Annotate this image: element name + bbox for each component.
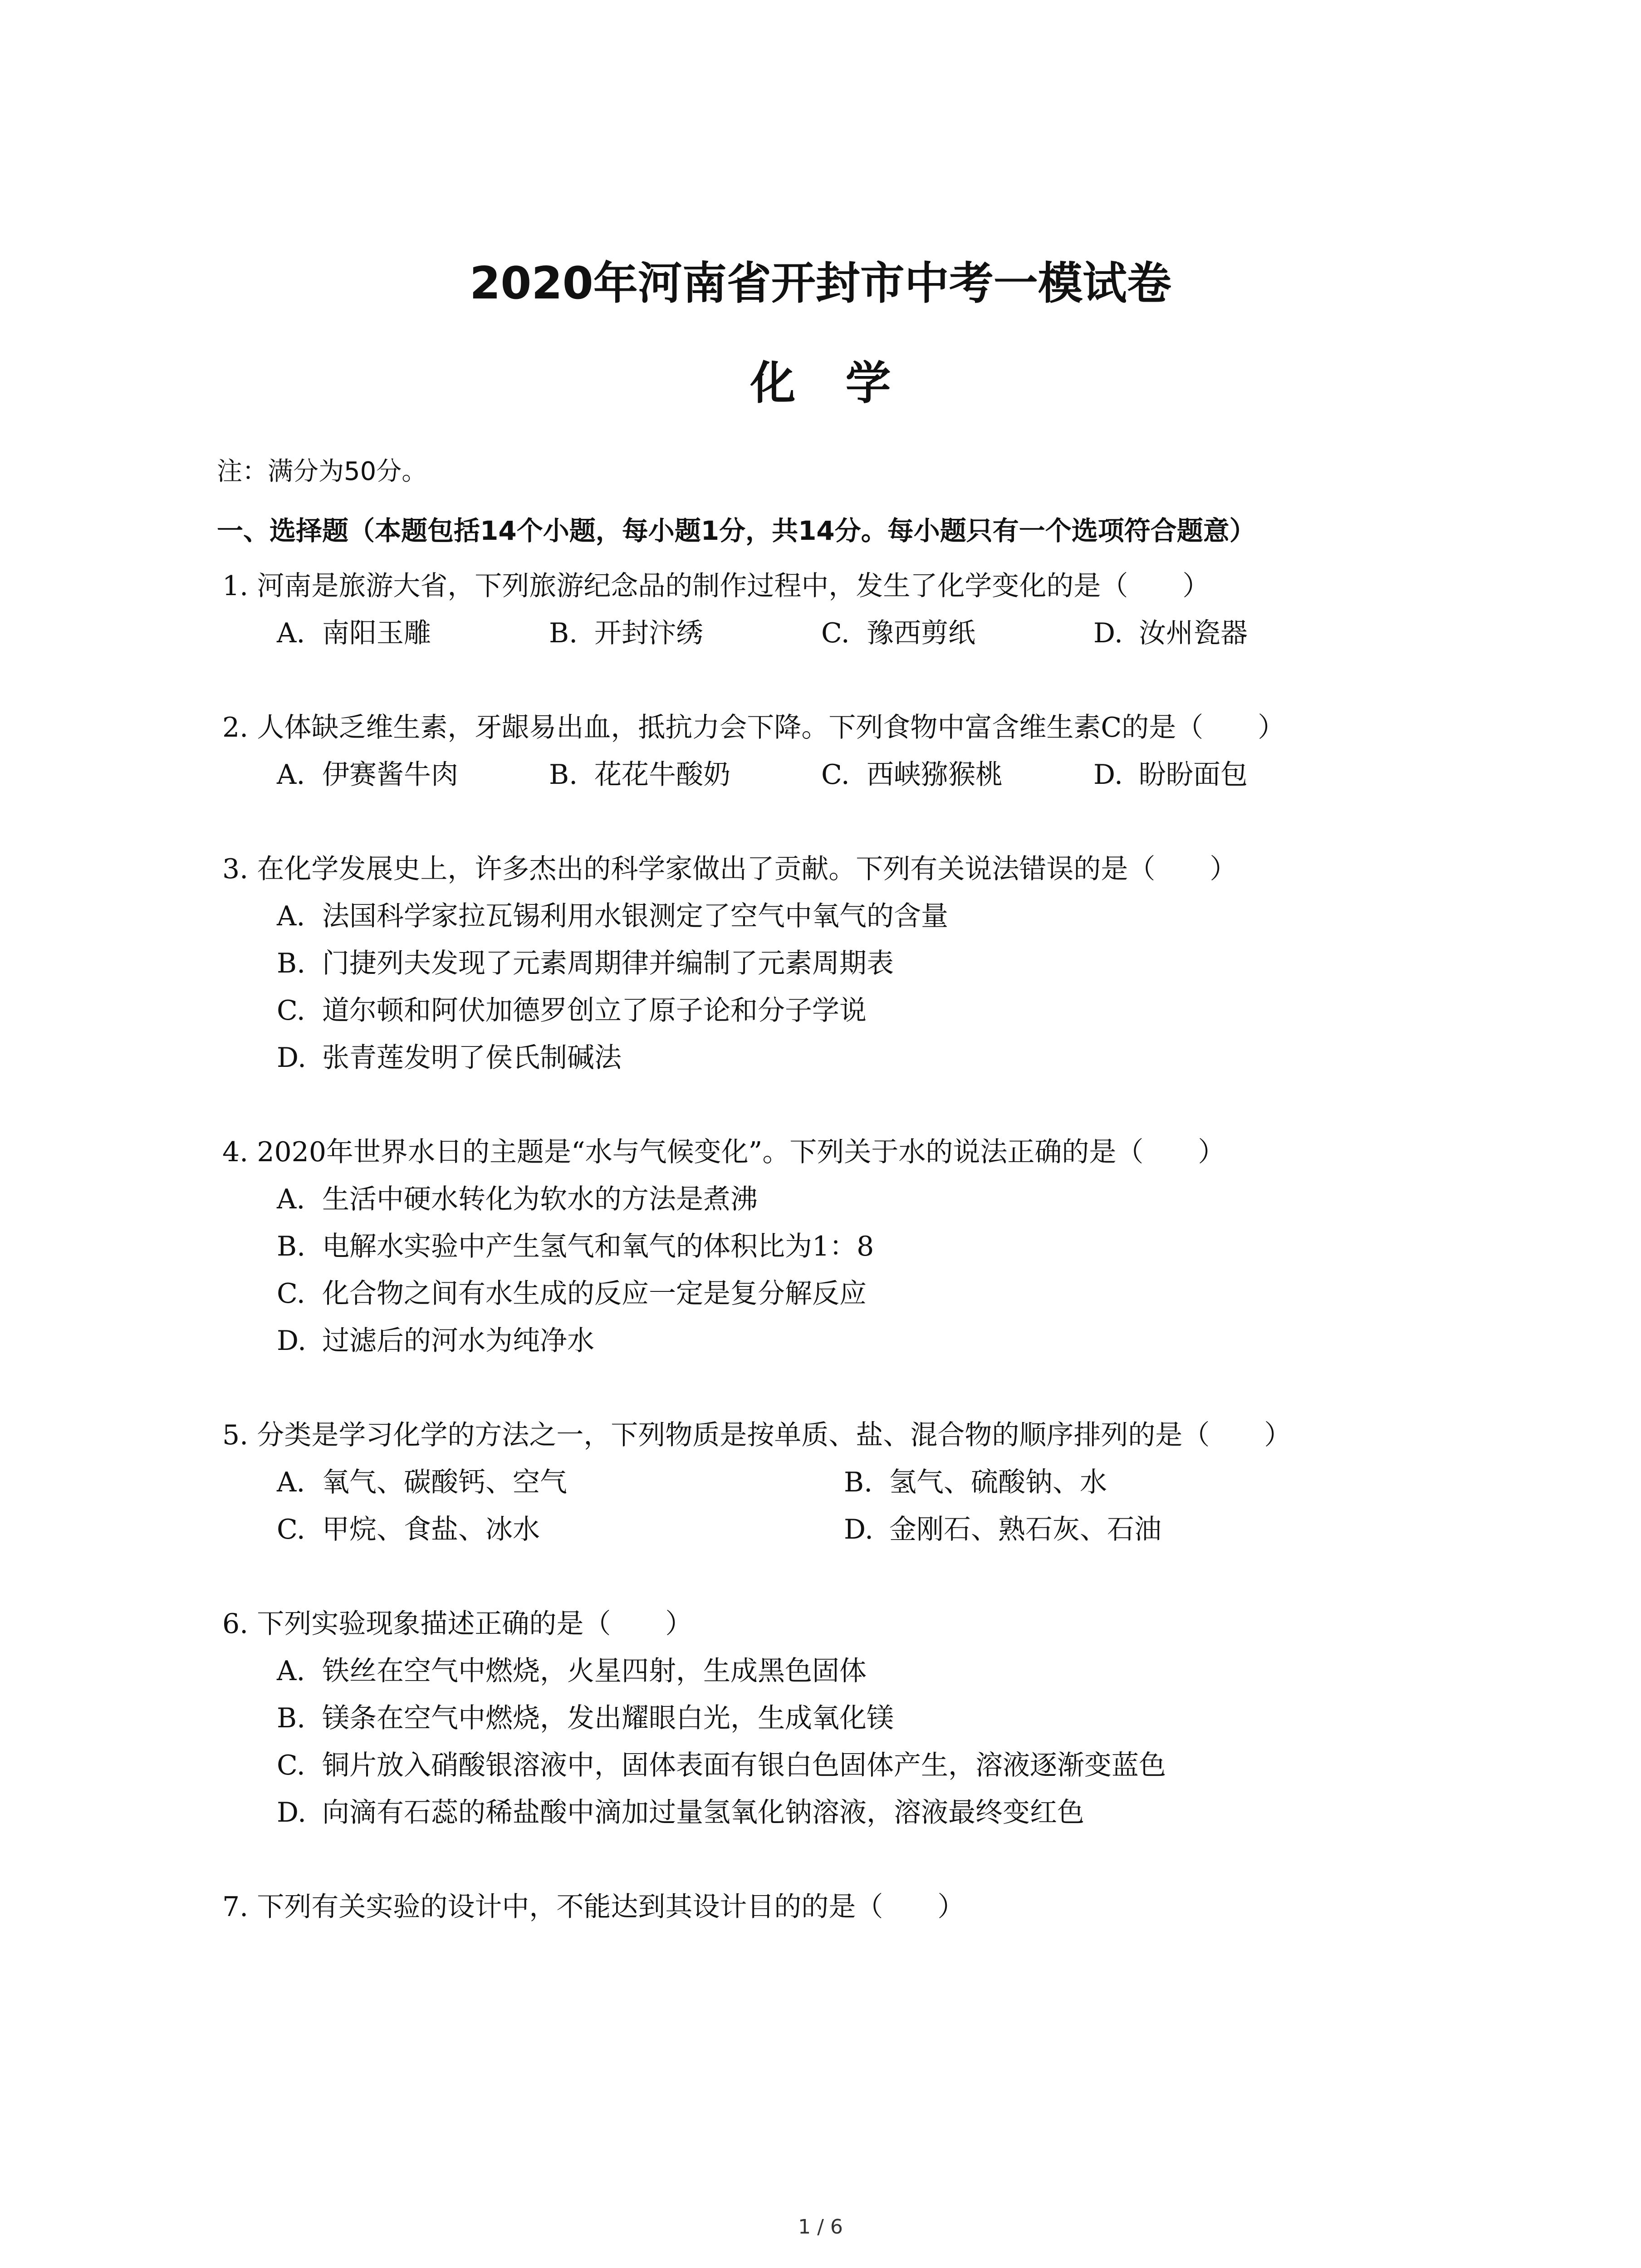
option-letter: C.: [821, 759, 850, 791]
option-c: [222, 1742, 1474, 1789]
option-letter: D.: [1093, 617, 1123, 649]
option-b: [222, 1223, 1474, 1270]
option-c: [222, 1270, 1474, 1317]
options-row: [222, 1459, 1474, 1506]
option-a: [222, 1647, 1474, 1695]
option-d: [222, 1789, 1474, 1836]
section-heading: 一、选择题（本题包括14个小题，每小题1分，共14分。每小题只有一个选项符合题意）: [217, 515, 1256, 546]
question-stem: 3. 在化学发展史上，许多杰出的科学家做出了贡献。下列有关说法错误的是（ ）: [222, 853, 1237, 885]
option-a: [222, 893, 1474, 940]
subject-title: 化学: [750, 357, 941, 410]
option-letter: D.: [277, 1797, 307, 1828]
option-text: 化合物之间有水生成的反应一定是复分解反应: [322, 1278, 867, 1310]
question-6: [222, 1600, 1474, 1836]
option-text: 铜片放入硝酸银溶液中，固体表面有银白色固体产生，溶液逐渐变蓝色: [322, 1750, 1166, 1781]
option-letter: C.: [277, 1514, 305, 1545]
option-c: [222, 987, 1474, 1034]
option-text: 法国科学家拉瓦锡利用水银测定了空气中氧气的含量: [322, 900, 948, 932]
option-text: 氧气、碳酸钙、空气: [322, 1466, 567, 1498]
option-b: [549, 610, 703, 657]
question-stem: 5. 分类是学习化学的方法之一，下列物质是按单质、盐、混合物的顺序排列的是（ ）: [222, 1419, 1292, 1451]
option-letter: A.: [277, 759, 305, 791]
question-7: [222, 1883, 1474, 1931]
option-letter: B.: [844, 1466, 873, 1498]
option-letter: B.: [549, 617, 578, 649]
option-letter: C.: [277, 1750, 305, 1781]
option-text: 豫西剪纸: [867, 617, 975, 649]
option-letter: B.: [277, 1702, 306, 1734]
question-1: [222, 562, 1474, 657]
option-letter: B.: [277, 1231, 306, 1262]
option-text: 生活中硬水转化为软水的方法是煮沸: [322, 1183, 758, 1215]
option-a: [277, 1459, 567, 1506]
option-letter: D.: [277, 1325, 307, 1357]
question-stem: 1. 河南是旅游大省，下列旅游纪念品的制作过程中，发生了化学变化的是（ ）: [222, 570, 1210, 602]
option-a: [222, 1176, 1474, 1223]
option-a: [277, 751, 458, 798]
option-text: 镁条在空气中燃烧，发出耀眼白光，生成氧化镁: [322, 1702, 894, 1734]
option-c: [821, 610, 975, 657]
option-text: 汝州瓷器: [1139, 617, 1248, 649]
option-a: [277, 610, 431, 657]
option-letter: A.: [277, 1183, 305, 1215]
page-number: 1 / 6: [798, 2215, 843, 2239]
score-note: 注：满分为50分。: [217, 457, 427, 486]
option-c: [821, 751, 1003, 798]
option-d: [1093, 751, 1248, 798]
question-5: [222, 1412, 1474, 1553]
option-text: 门捷列夫发现了元素周期律并编制了元素周期表: [322, 948, 894, 979]
option-letter: A.: [277, 617, 305, 649]
question-stem: 2. 人体缺乏维生素，牙龈易出血，抵抗力会下降。下列食物中富含维生素C的是（ ）: [222, 712, 1285, 743]
option-text: 花花牛酸奶: [594, 759, 730, 791]
option-text: 电解水实验中产生氢气和氧气的体积比为1：8: [322, 1231, 874, 1262]
option-text: 道尔顿和阿伏加德罗创立了原子论和分子学说: [322, 995, 867, 1026]
page-title: 2020年河南省开封市中考一模试卷: [470, 258, 1171, 309]
option-letter: B.: [549, 759, 578, 791]
option-letter: D.: [277, 1042, 307, 1074]
option-text: 铁丝在空气中燃烧，火星四射，生成黑色固体: [322, 1655, 867, 1687]
question-stem: 6. 下列实验现象描述正确的是（ ）: [222, 1608, 693, 1640]
option-text: 伊赛酱牛肉: [322, 759, 458, 791]
question-stem: 4. 2020年世界水日的主题是“水与气候变化”。下列关于水的说法正确的是（ ）: [222, 1136, 1225, 1168]
option-d: [222, 1317, 1474, 1364]
option-letter: C.: [821, 617, 850, 649]
question-3: [222, 846, 1474, 1081]
option-text: 开封汴绣: [594, 617, 703, 649]
option-text: 张青莲发明了侯氏制碱法: [322, 1042, 622, 1074]
option-d: [844, 1506, 1161, 1553]
option-letter: C.: [277, 995, 305, 1026]
options-row: [222, 610, 1474, 657]
option-letter: A.: [277, 1655, 305, 1687]
option-b: [844, 1459, 1107, 1506]
option-b: [549, 751, 730, 798]
question-list: [222, 562, 1474, 1978]
option-text: 甲烷、食盐、冰水: [322, 1514, 540, 1545]
option-letter: A.: [277, 1466, 305, 1498]
question-2: [222, 704, 1474, 798]
option-b: [222, 940, 1474, 987]
option-letter: A.: [277, 900, 305, 932]
option-letter: B.: [277, 948, 306, 979]
question-stem: 7. 下列有关实验的设计中，不能达到其设计目的的是（ ）: [222, 1891, 965, 1923]
option-d: [222, 1034, 1474, 1081]
option-letter: D.: [1093, 759, 1123, 791]
option-text: 金刚石、熟石灰、石油: [889, 1514, 1161, 1545]
option-d: [1093, 610, 1248, 657]
option-text: 过滤后的河水为纯净水: [322, 1325, 594, 1357]
option-text: 盼盼面包: [1139, 759, 1248, 791]
option-text: 氢气、硫酸钠、水: [889, 1466, 1107, 1498]
option-c: [277, 1506, 540, 1553]
option-text: 南阳玉雕: [322, 617, 431, 649]
options-row: [222, 1506, 1474, 1553]
options-row: [222, 751, 1474, 798]
option-b: [222, 1695, 1474, 1742]
option-text: 向滴有石蕊的稀盐酸中滴加过量氢氧化钠溶液，溶液最终变红色: [322, 1797, 1084, 1828]
option-text: 西峡猕猴桃: [867, 759, 1003, 791]
option-letter: C.: [277, 1278, 305, 1310]
question-4: [222, 1129, 1474, 1364]
option-letter: D.: [844, 1514, 874, 1545]
